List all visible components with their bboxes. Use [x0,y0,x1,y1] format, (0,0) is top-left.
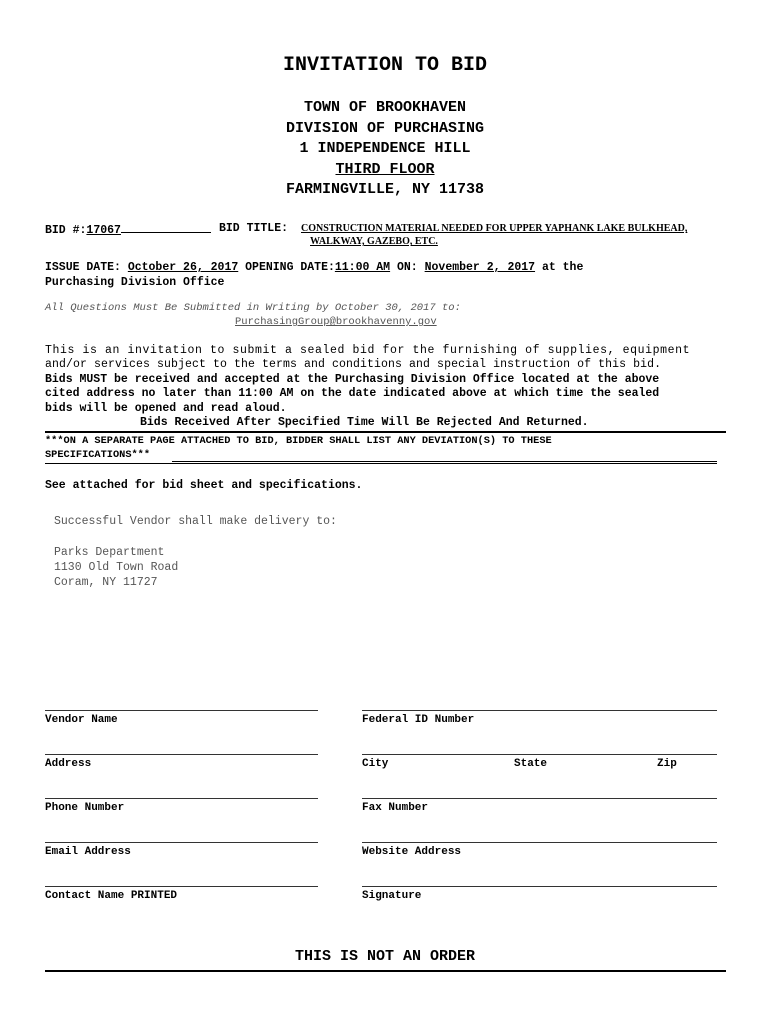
not-an-order-footer: THIS IS NOT AN ORDER [294,948,476,965]
website-label: Website Address [362,846,462,858]
address-label: Address [45,758,92,770]
invitation-line-1: This is an invitation to submit a sealed bid for the furnishing of supplies, equipment [45,344,691,357]
opening-date: November 2, 2017 [424,261,536,274]
on-label: ON: [397,261,418,274]
website-field[interactable] [362,842,717,843]
signature-field[interactable] [362,886,717,887]
address-line-1: TOWN OF BROOKHAVEN [303,99,467,116]
questions-text: All Questions Must Be Submitted in Writing by October 30, 2017 to: [45,302,461,314]
questions-email-link[interactable]: PurchasingGroup@brookhavenny.gov [235,316,437,328]
fax-field[interactable] [362,798,717,799]
at-the-text: at the [541,261,584,274]
contact-name-field[interactable] [45,886,318,887]
issue-date-label: ISSUE DATE: [45,261,121,274]
email-label: Email Address [45,846,131,858]
opening-time: 11:00 AM [334,261,391,274]
invitation-line-5: bids will be opened and read aloud. [45,402,287,415]
address-line-4: THIRD FLOOR [335,161,435,178]
bid-title-label: BID TITLE: [219,222,289,235]
vendor-name-label: Vendor Name [45,714,118,726]
fax-label: Fax Number [362,802,429,814]
attached-note: See attached for bid sheet and specifications. [45,479,363,492]
city-state-zip-field[interactable] [362,754,717,755]
signature-label: Signature [362,890,422,902]
deviation-line-1: ***ON A SEPARATE PAGE ATTACHED TO BID, BIDDER SHALL LIST ANY DEVIATION(S) TO THESE [45,435,552,447]
invitation-line-2: and/or services subject to the terms and conditions and special instruction of this bid. [45,358,662,371]
phone-label: Phone Number [45,802,125,814]
footer-rule [45,970,726,972]
opening-date-label: OPENING DATE: [245,261,335,274]
opening-location: Purchasing Division Office [45,276,225,289]
phone-field[interactable] [45,798,318,799]
federal-id-field[interactable] [362,710,717,711]
document-title: INVITATION TO BID [282,54,488,77]
email-field[interactable] [45,842,318,843]
vendor-name-field[interactable] [45,710,318,711]
delivery-line-3: Coram, NY 11727 [54,576,158,589]
deviation-top-rule [45,431,726,433]
bid-number-underline [121,222,211,233]
bid-title-line-2: WALKWAY, GAZEBO, ETC. [310,236,438,247]
bid-number-label: BID #: [45,224,87,237]
federal-id-label: Federal ID Number [362,714,475,726]
address-field[interactable] [45,754,318,755]
bid-number: 17067 [86,224,121,237]
deviation-line-2: SPECIFICATIONS*** [45,449,151,461]
bid-title-line-1: CONSTRUCTION MATERIAL NEEDED FOR UPPER YAPHANK LAKE BULKHEAD, [301,223,688,234]
invitation-line-3: Bids MUST be received and accepted at the Purchasing Division Office located at the above [45,373,660,386]
city-label: City [362,758,389,770]
issue-row [45,261,583,274]
zip-label: Zip [657,758,677,770]
address-line-5: FARMINGVILLE, NY 11738 [285,181,485,198]
delivery-line-2: 1130 Old Town Road [54,561,179,574]
delivery-intro: Successful Vendor shall make delivery to: [54,515,337,528]
issue-date: October 26, 2017 [127,261,239,274]
delivery-line-1: Parks Department [54,546,165,559]
deviation-underline [172,461,717,462]
deviation-bottom-rule [45,463,717,464]
state-label: State [514,758,548,770]
bid-number-row [45,222,211,237]
address-line-3: 1 INDEPENDENCE HILL [299,140,471,157]
late-bid-warning: Bids Received After Specified Time Will Be Rejected And Returned. [140,416,589,429]
contact-name-label: Contact Name PRINTED [45,890,178,902]
invitation-line-4: cited address no later than 11:00 AM on the date indicated above at which time the sealed [45,387,660,400]
address-line-2: DIVISION OF PURCHASING [285,120,485,137]
